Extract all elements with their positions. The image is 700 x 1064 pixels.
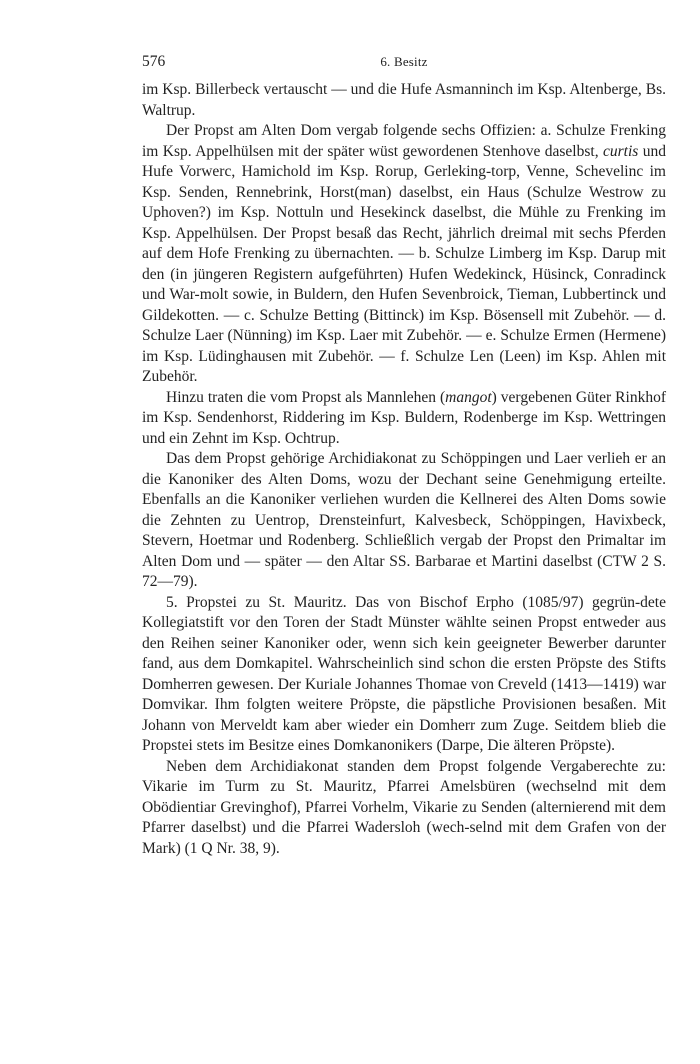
paragraph: [142, 449, 666, 593]
italic-term: curtis: [603, 142, 639, 160]
paragraph-text: im Ksp. Billerbeck vertauscht — und die Hufe Asmanninch im Ksp. Altenberge, Bs. Waltrup.: [142, 81, 666, 119]
paragraph-text: Hinzu traten die vom Propst als Mannlehen (: [166, 388, 446, 406]
paragraph: [142, 121, 666, 388]
paragraph-text: Der Propst am Alten Dom vergab folgende sechs Offizien: a. Schulze Frenking im Ksp. Appelhülsen mit der später wüst gewordenen Stenhove daselbst,: [142, 122, 666, 160]
paragraph-text: Neben dem Archidiakonat standen dem Propst folgende Vergaberechte zu: Vikarie im Turm zu St. Mauritz, Pfarrei Amelsbüren (wechselnd mit dem Obödientiar Grevinghof), Pfarrei Vorhelm, Vikarie zu Senden (alternierend mit dem Pfarrer daselbst) und die Pfarrei Wadersloh (wech-selnd mit dem Grafen von der Mark) (1 Q Nr. 38, 9).: [142, 757, 666, 857]
body-text: [142, 80, 666, 859]
italic-term: mangot: [445, 388, 492, 406]
paragraph-text: 5. Propstei zu St. Mauritz. Das von Bischof Erpho (1085/97) gegrün-dete Kollegiatstift vor den Toren der Stadt Münster wählte seinen Propst entweder aus den Reihen seiner Kanoniker oder, wenn sich kein geeigneter Bewerber darunter fand, aus dem Domkapitel. Wahrscheinlich sind schon die ersten Pröpste des Stifts Domherren gewesen. Der Kuriale Johannes Thomae von Creveld (1413—1419) war Domvikar. Ihm folgten weitere Pröpste, die päpstliche Provisionen besaßen. Mit Johann von Merveldt kam aber wieder ein Domherr zum Zuge. Seitdem blieb die Propstei stets im Besitze eines Domkanonikers (Darpe, Die älteren Pröpste).: [142, 593, 666, 754]
page-header: [142, 50, 666, 74]
paragraph: [142, 757, 666, 860]
document-page: [142, 50, 666, 859]
paragraph-text: und Hufe Vorwerc, Hamichold im Ksp. Rorup, Gerleking-torp, Venne, Schevelinc im Ksp. Senden, Rennebrink, Horst(man) daselbst, ein Haus (Schulze Westrow zu Uphoven?) im Ksp. Nottuln und Hesekinck daselbst, die Mühle zu Frenking im Ksp. Appelhülsen. Der Propst besaß das Recht, jährlich dreimal mit sechs Pferden auf dem Hofe Frenking zu übernachten. — b. Schulze Limberg im Ksp. Darup mit den (in jüngeren Registern aufgeführten) Hufen Wedekinck, Hüsinck, Conradinck und War-molt sowie, in Buldern, den Hufen Sevenbroick, Tieman, Lubbertinck und Gildekotten. — c. Schulze Betting (Bittinck) im Ksp. Bösensell mit Zubehör. — d. Schulze Laer (Nünning) im Ksp. Laer mit Zubehör. — e. Schulze Ermen (Hermene) im Ksp. Lüdinghausen mit Zubehör. — f. Schulze Len (Leen) im Ksp. Ahlen mit Zubehör.: [142, 142, 667, 385]
paragraph-text: Das dem Propst gehörige Archidiakonat zu Schöppingen und Laer verlieh er an die Kanoniker des Alten Doms, wozu der Dechant seine Genehmigung erteilte. Ebenfalls an die Kanoniker verliehen wurden die Kellnerei des Alten Doms sowie die Zehnten zu Uentrop, Drensteinfurt, Kalvesbeck, Schöppingen, Havixbeck, Stevern, Hoetmar und Rodenberg. Schließlich vergab der Propst den Primaltar im Alten Dom und — später — den Altar SS. Barbarae et Martini daselbst (CTW 2 S. 72—79).: [142, 450, 666, 590]
page-number: 576: [142, 53, 166, 70]
paragraph: [142, 80, 666, 121]
running-head: 6. Besitz: [380, 54, 428, 69]
paragraph: [142, 593, 666, 757]
paragraph: [142, 388, 666, 450]
paragraph-text: ) vergebenen Güter Rinkhof im Ksp. Sendenhorst, Riddering im Ksp. Buldern, Rodenberge im Ksp. Wettringen und ein Zehnt im Ksp. Ochtrup.: [142, 388, 666, 447]
